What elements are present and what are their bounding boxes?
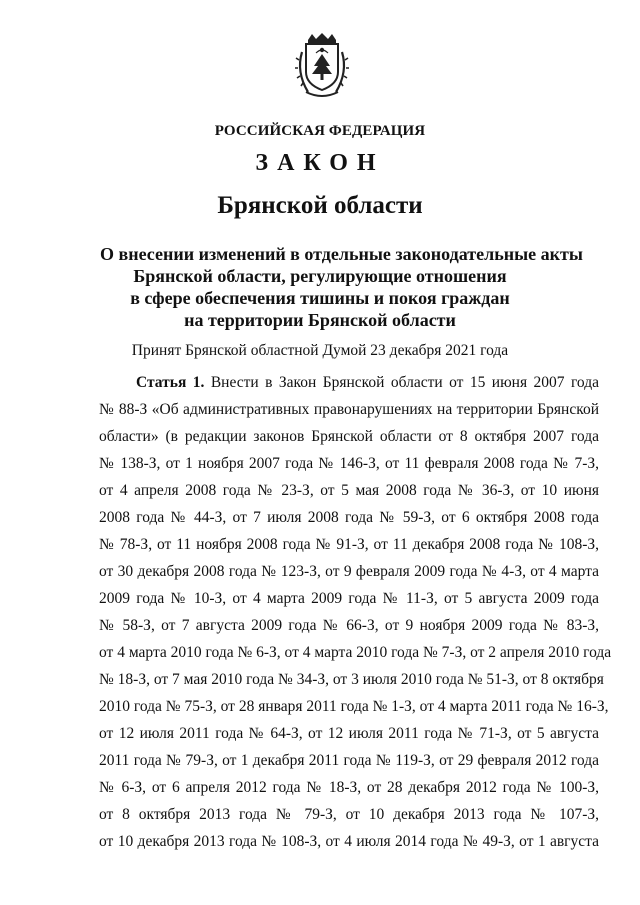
body-text-line: области» (в редакции законов Брянской области от 8 октября 2007 года xyxy=(99,428,599,445)
body-text-line: № 138-З, от 1 ноября 2007 года № 146-З, от 11 февраля 2008 года № 7-З, xyxy=(99,455,599,472)
body-text-line: от 4 апреля 2008 года № 23-З, от 5 мая 2008 года № 36-З, от 10 июня xyxy=(99,482,599,499)
body-text-line: от 10 декабря 2013 года № 108-З, от 4 июля 2014 года № 49-З, от 1 августа xyxy=(99,833,599,850)
body-text-line: 2008 года № 44-З, от 7 июля 2008 года № 59-З, от 6 октября 2008 года xyxy=(99,509,599,526)
title-line: О внесении изменений в отдельные законодательные акты xyxy=(100,244,583,264)
body-text-line: № 88-З «Об административных правонарушениях на территории Брянской xyxy=(99,401,599,418)
article-first-line xyxy=(136,373,599,393)
body-text-line: 2011 года № 79-З, от 1 декабря 2011 года № 119-З, от 29 февраля 2012 года xyxy=(99,752,599,769)
document-type: ЗАКОН xyxy=(255,150,385,176)
article-label: Статья 1. xyxy=(136,374,205,391)
body-text-line: от 4 марта 2010 года № 6-З, от 4 марта 2010 года № 7-З, от 2 апреля 2010 года xyxy=(99,644,612,661)
body-text-line: 2010 года № 75-З, от 28 января 2011 года № 1-З, от 4 марта 2011 года № 16-З, xyxy=(99,698,609,715)
law-title xyxy=(100,243,583,331)
title-line: на территории Брянской области xyxy=(184,310,456,330)
body-text-line: № 78-З, от 11 ноября 2008 года № 91-З, от 11 декабря 2008 года № 108-З, xyxy=(99,536,599,553)
title-line: Брянской области, регулирующие отношения xyxy=(133,266,507,286)
adoption-note: Принят Брянской областной Думой 23 декабря 2021 года xyxy=(131,342,509,359)
coat-of-arms-icon xyxy=(294,32,350,102)
body-text-line: № 6-З, от 6 апреля 2012 года № 18-З, от 28 декабря 2012 года № 100-З, xyxy=(99,779,599,796)
article-text: Внести в Закон Брянской области от 15 июня 2007 года xyxy=(210,374,599,391)
body-text-line: № 58-З, от 7 августа 2009 года № 66-З, от 9 ноября 2009 года № 83-З, xyxy=(99,617,599,634)
body-text-line: 2009 года № 10-З, от 4 марта 2009 года № 11-З, от 5 августа 2009 года xyxy=(99,590,599,607)
body-text-line: от 12 июля 2011 года № 64-З, от 12 июля 2011 года № 71-З, от 5 августа xyxy=(99,725,599,742)
body-text-line: № 18-З, от 7 мая 2010 года № 34-З, от 3 июля 2010 года № 51-З, от 8 октября xyxy=(99,671,604,688)
country-name: РОССИЙСКАЯ ФЕДЕРАЦИЯ xyxy=(214,123,426,139)
title-line: в сфере обеспечения тишины и покоя граждан xyxy=(130,288,510,308)
body-text-line: от 8 октября 2013 года № 79-З, от 10 декабря 2013 года № 107-З, xyxy=(99,806,599,823)
region-name: Брянской области xyxy=(217,192,423,219)
body-text-line: от 30 декабря 2008 года № 123-З, от 9 февраля 2009 года № 4-З, от 4 марта xyxy=(99,563,599,580)
